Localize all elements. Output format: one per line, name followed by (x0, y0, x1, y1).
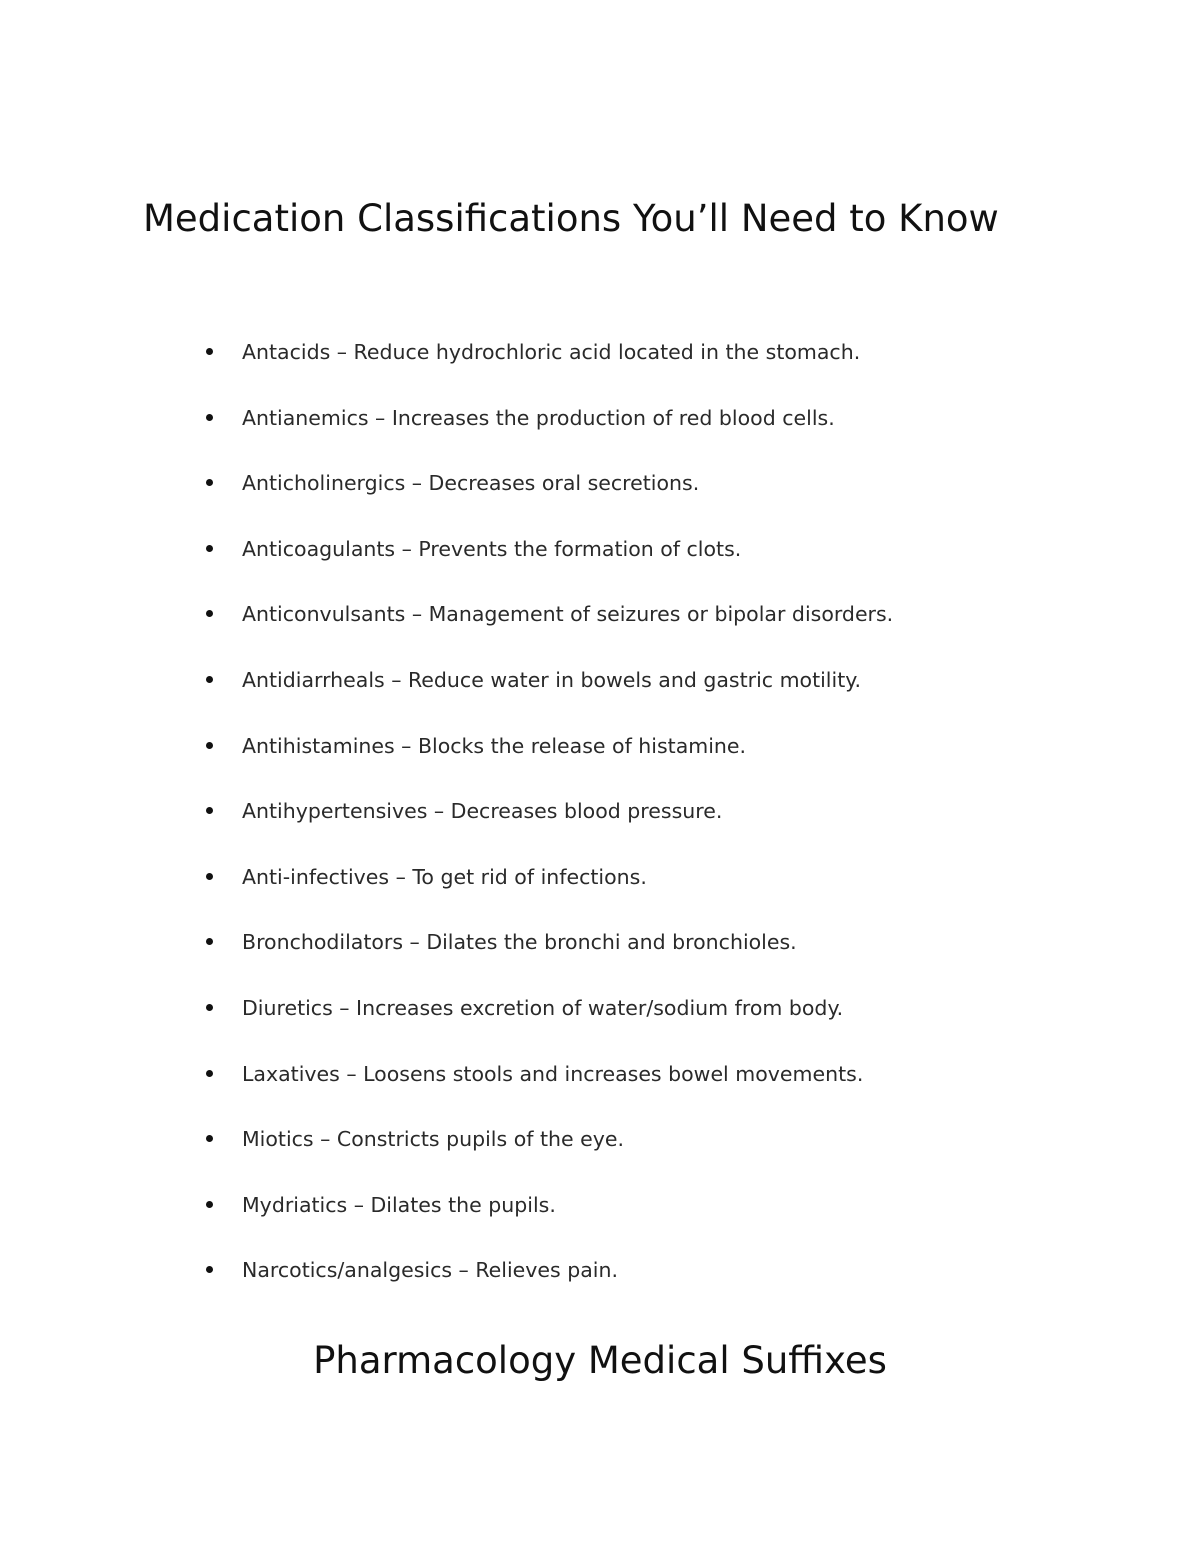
list-item (0, 855, 1200, 921)
list-item (0, 461, 1200, 527)
list-item (0, 592, 1200, 658)
list-item (0, 1248, 1200, 1314)
list-item (0, 1183, 1200, 1249)
bullet-icon (206, 742, 213, 749)
list-item (0, 330, 1200, 396)
bullet-icon (206, 938, 213, 945)
list-item (0, 920, 1200, 986)
list-item-text: Antacids – Reduce hydrochloric acid located in the stomach. (242, 340, 861, 364)
bullet-icon (206, 1201, 213, 1208)
list-item (0, 986, 1200, 1052)
bullet-icon (206, 1004, 213, 1011)
list-item (0, 527, 1200, 593)
list-item (0, 1117, 1200, 1183)
medication-classification-list (0, 330, 1200, 1314)
list-item-text: Anticonvulsants – Management of seizures or bipolar disorders. (242, 602, 894, 627)
bullet-icon (206, 348, 213, 355)
list-item-text: Miotics – Constricts pupils of the eye. (242, 1127, 625, 1152)
bullet-icon (206, 479, 213, 486)
list-item-text: Bronchodilators – Dilates the bronchi and bronchioles. (242, 930, 797, 955)
bullet-icon (206, 873, 213, 880)
list-item (0, 789, 1200, 855)
list-item-text: Antihypertensives – Decreases blood pressure. (242, 799, 723, 824)
list-item-text: Antidiarrheals – Reduce water in bowels and gastric motility. (242, 667, 861, 692)
list-item-text: Anticholinergics – Decreases oral secretions. (242, 471, 700, 496)
list-item (0, 1052, 1200, 1118)
bullet-icon (206, 545, 213, 552)
list-item (0, 658, 1200, 724)
list-item-text: Antihistamines – Blocks the release of histamine. (242, 733, 747, 758)
list-item-text: Laxatives – Loosens stools and increases bowel movements. (242, 1061, 864, 1086)
bullet-icon (206, 1070, 213, 1077)
bullet-icon (206, 676, 213, 683)
page-title: Medication Classifications You’ll Need to Know (143, 197, 999, 240)
section-heading: Pharmacology Medical Suffixes (313, 1339, 887, 1382)
bullet-icon (206, 1266, 213, 1273)
bullet-icon (206, 610, 213, 617)
list-item-text: Antianemics – Increases the production of red blood cells. (242, 405, 835, 430)
list-item-text: Narcotics/analgesics – Relieves pain. (242, 1258, 618, 1283)
list-item (0, 396, 1200, 462)
list-item-text: Mydriatics – Dilates the pupils. (242, 1192, 556, 1217)
list-item (0, 724, 1200, 790)
list-item-text: Diuretics – Increases excretion of water/sodium from body. (242, 995, 844, 1020)
bullet-icon (206, 1135, 213, 1142)
list-item-text: Anti-infectives – To get rid of infections. (242, 864, 647, 889)
bullet-icon (206, 807, 213, 814)
list-item-text: Anticoagulants – Prevents the formation of clots. (242, 536, 742, 561)
bullet-icon (206, 414, 213, 421)
